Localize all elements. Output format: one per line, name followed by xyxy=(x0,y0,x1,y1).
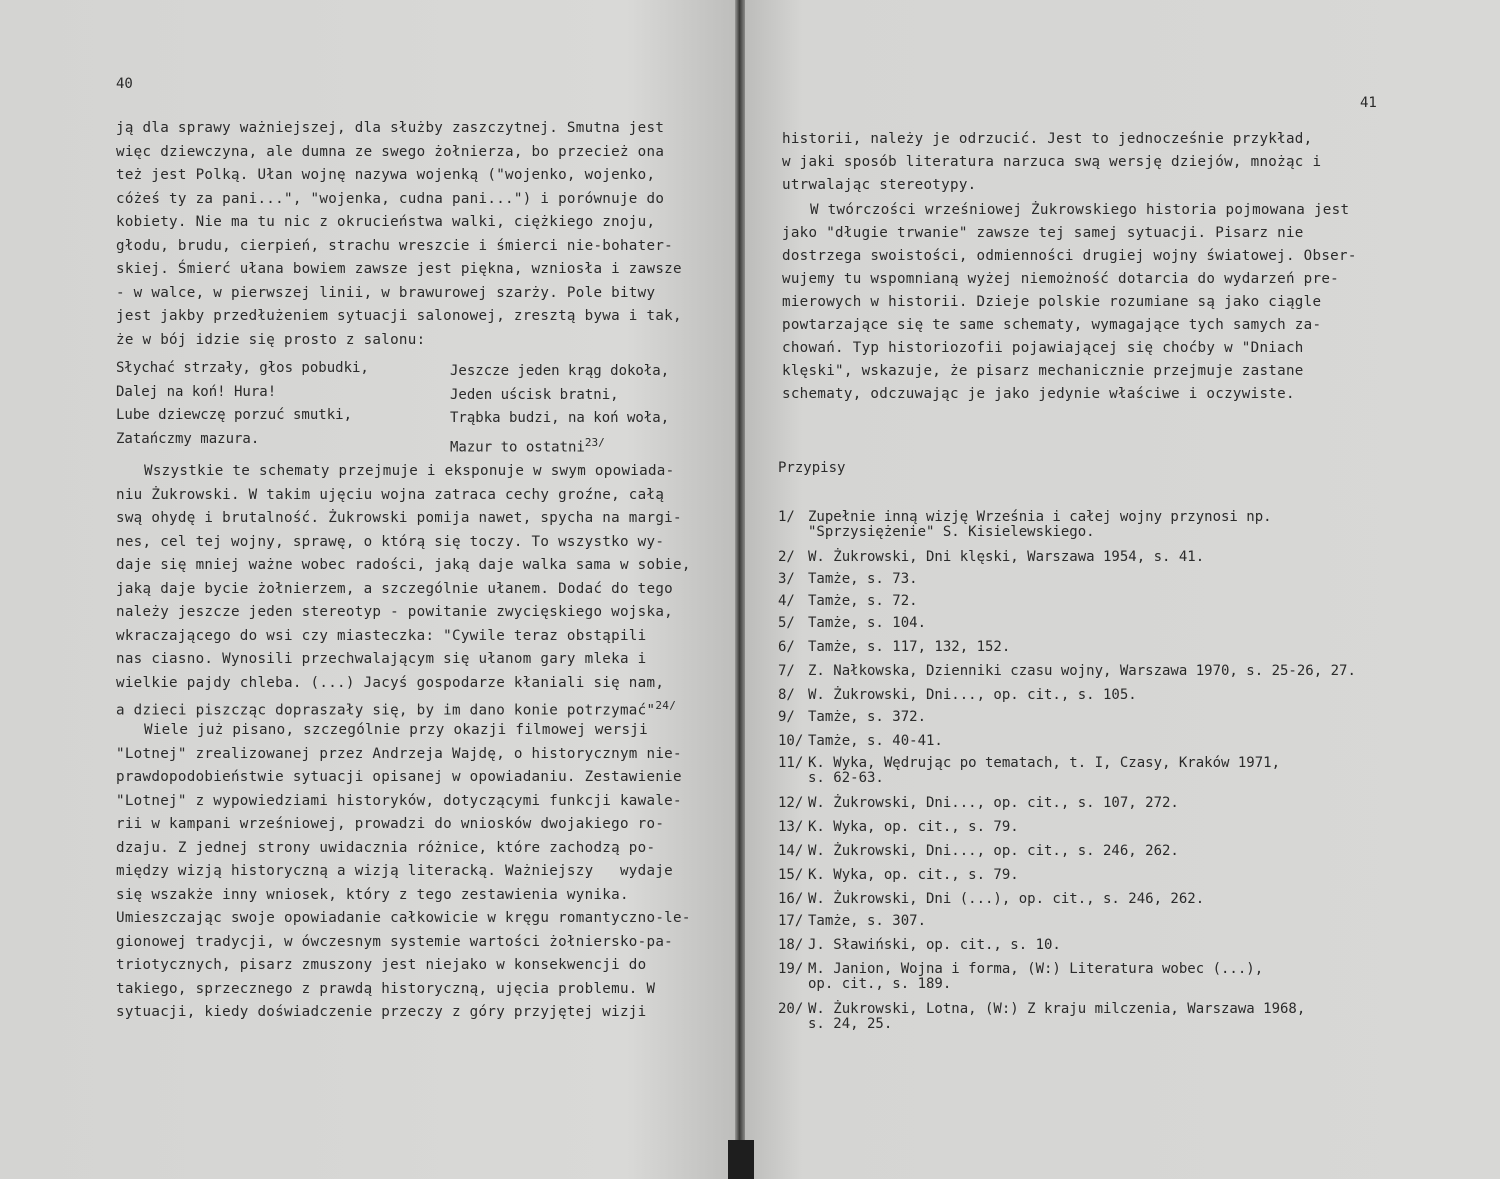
page-number-right: 41 xyxy=(1360,95,1377,111)
footnote-text: J. Sławiński, op. cit., s. 10. xyxy=(808,937,1061,953)
footnote-number: 16/ xyxy=(778,891,804,907)
text-line: między wizją historyczną a wizją literacką. Ważniejszy wydaje xyxy=(116,863,674,879)
footnote-text: Tamże, s. 40-41. xyxy=(808,733,943,749)
footnote-text: Zupełnie inną wizję Września i całej wojny przynosi np. "Sprzysiężenie" S. Kisielewskiego. xyxy=(808,509,1272,540)
footnote-text: Z. Nałkowska, Dzienniki czasu wojny, Warszawa 1970, s. 25-26, 27. xyxy=(808,663,1356,679)
footnote-number: 18/ xyxy=(778,937,804,953)
left-page xyxy=(0,0,738,1179)
footnote-text: K. Wyka, op. cit., s. 79. xyxy=(808,819,1019,835)
footnote-item xyxy=(778,664,1356,679)
text-line: głodu, brudu, cierpień, strachu wreszcie i śmierci nie-bohater- xyxy=(116,237,674,254)
text-line: Wszystkie te schematy przejmuje i eksponuje w swym opowiada- xyxy=(144,463,675,479)
footnote-item xyxy=(778,594,918,609)
text-line: wkraczającego do wsi czy miasteczka: "Cywile teraz obstąpili xyxy=(116,627,647,644)
text-line: nes, cel tej wojny, sprawę, o którą się toczy. To wszystko wy- xyxy=(116,533,665,550)
footnote-item xyxy=(778,796,1179,811)
footnote-text: W. Żukrowski, Dni..., op. cit., s. 107, 272. xyxy=(808,795,1179,811)
text-line: schematy, odczuwając je jako jedynie właściwe i oczywiste. xyxy=(782,386,1295,402)
verse-line: Słychać strzały, głos pobudki, xyxy=(116,360,369,376)
footnote-item xyxy=(778,844,1179,859)
text-line: swą ohydę i brutalność. Żukrowski pomija nawet, spycha na margi- xyxy=(116,510,682,526)
text-line: daje się mniej ważne wobec radości, jaką daje walka sama w sobie, xyxy=(116,557,691,573)
text-line: Umieszczając swoje opowiadanie całkowicie w kręgu romantyczno-le- xyxy=(116,910,691,926)
footnote-number: 5/ xyxy=(778,615,795,631)
text-line: triotycznych, pisarz zmuszony jest niejako w konsekwencji do xyxy=(116,957,647,973)
footnote-number: 14/ xyxy=(778,843,804,859)
footnote-number: 9/ xyxy=(778,709,795,725)
text-line: mierowych w historii. Dzieje polskie rozumiane są jako ciągle xyxy=(782,294,1322,310)
footnote-number: 1/ xyxy=(778,509,795,525)
footnote-item xyxy=(778,510,1272,540)
footnote-item xyxy=(778,572,918,587)
footnote-item xyxy=(778,616,926,631)
footnote-item xyxy=(778,962,1263,992)
verse-line: Lube dziewczę porzuć smutki, xyxy=(116,407,353,423)
footnote-number: 13/ xyxy=(778,819,804,835)
footnote-text: M. Janion, Wojna i forma, (W:) Literatura wobec (...), op. cit., s. 189. xyxy=(808,961,1264,992)
verse-line: Zatańczmy mazura. xyxy=(116,430,260,447)
footnote-item xyxy=(778,710,926,725)
text-line: jako "długie trwanie" zawsze tej samej sytuacji. Pisarz nie xyxy=(782,225,1304,241)
text-line: utrwalając stereotypy. xyxy=(782,177,977,193)
footnote-number: 10/ xyxy=(778,733,804,749)
footnote-mark: 23/ xyxy=(584,435,605,449)
text-line: "Lotnej" z wypowiedziami historyków, dotyczącymi funkcji kawale- xyxy=(116,792,682,809)
text-line: nas ciasno. Wynosili przechwalającym się ułanom gary mleka i xyxy=(116,651,647,667)
verse-line: Dalej na koń! Hura! xyxy=(116,383,277,400)
text-line: Wiele już pisano, szczególnie przy okazji filmowej wersji xyxy=(144,722,648,738)
text-line: gionowej tradycji, w ówczesnym systemie wartości żołniersko-pa- xyxy=(116,933,674,950)
text-line: sytuacji, kiedy doświadczenie przeczy z góry przyjętej wizji xyxy=(116,1004,647,1020)
footnote-item xyxy=(778,820,1019,835)
text-line: cóżeś ty za pani...", "wojenka, cudna pani...") i porównuje do xyxy=(116,190,665,207)
text-line: należy jeszcze jeden stereotyp - powitanie zwycięskiego wojska, xyxy=(116,604,674,620)
text-line: a dzieci piszcząc dopraszały się, by im dano konie potrzymać"$^{24/}$ xyxy=(116,699,677,719)
page-number-left: 40 xyxy=(116,76,133,92)
footnote-text: Tamże, s. 72. xyxy=(808,593,918,609)
text-line: wielkie pajdy chleba. (...) Jacyś gospodarze kłaniali się nam, xyxy=(116,674,665,691)
text-line: dostrzega swoistości, odmienności drugiej wojny światowej. Obser- xyxy=(782,248,1357,264)
footnote-item xyxy=(778,914,926,929)
footnote-text: W. Żukrowski, Dni..., op. cit., s. 105. xyxy=(808,687,1137,703)
footnote-number: 19/ xyxy=(778,961,804,977)
text-line: że w bój idzie się prosto z salonu: xyxy=(116,331,426,348)
text-line: "Lotnej" zrealizowanej przez Andrzeja Wajdę, o historycznym nie- xyxy=(116,745,682,762)
footnote-number: 4/ xyxy=(778,593,795,609)
text-line: W twórczości wrześniowej Żukrowskiego historia pojmowana jest xyxy=(810,202,1350,218)
footnote-number: 17/ xyxy=(778,913,804,929)
footnote-number: 11/ xyxy=(778,755,804,771)
footnote-item xyxy=(778,688,1137,703)
footnotes-heading: Przypisy xyxy=(778,460,846,476)
text-line: się wszakże inny wniosek, który z tego zestawienia wynika. xyxy=(116,886,629,903)
footnote-text: Tamże, s. 104. xyxy=(808,615,927,631)
footnote-item xyxy=(778,892,1204,907)
footnote-item xyxy=(778,756,1280,786)
footnote-text: W. Żukrowski, Dni klęski, Warszawa 1954, s. 41. xyxy=(808,549,1205,565)
text-line: chowań. Typ historiozofii pojawiającej się choćby w "Dniach xyxy=(782,340,1304,356)
binding-shadow xyxy=(728,1140,754,1179)
text-line: takiego, sprzecznego z prawdą historyczną, ujęcia problemu. W xyxy=(116,980,656,997)
footnote-number: 8/ xyxy=(778,687,795,703)
text-line: dzaju. Z jednej strony uwidacznia różnice, które zachodzą po- xyxy=(116,839,656,856)
footnote-text: Tamże, s. 117, 132, 152. xyxy=(808,639,1011,655)
footnote-text: Tamże, s. 372. xyxy=(808,709,927,725)
footnote-text: K. Wyka, Wędrując po tematach, t. I, Czasy, Kraków 1971, s. 62-63. xyxy=(808,755,1281,786)
footnote-text: Tamże, s. 307. xyxy=(808,913,927,929)
text-line: ją dla sprawy ważniejszej, dla służby zaszczytnej. Smutna jest xyxy=(116,120,665,136)
footnote-number: 15/ xyxy=(778,867,804,883)
text-line: skiej. Śmierć ułana bowiem zawsze jest piękna, wzniosła i zawsze xyxy=(116,261,682,277)
text-line: kobiety. Nie ma tu nic z okrucieństwa walki, ciężkiego znoju, xyxy=(116,214,656,230)
verse-line: Jeden uścisk bratni, xyxy=(450,386,619,403)
text-line: rii w kampani wrześniowej, prowadzi do wniosków dwojakiego ro- xyxy=(116,816,665,832)
footnote-item xyxy=(778,550,1204,565)
footnote-item xyxy=(778,734,943,749)
text-line: też jest Polką. Ułan wojnę nazywa wojenką ("wojenko, wojenko, xyxy=(116,167,656,183)
footnote-text: K. Wyka, op. cit., s. 79. xyxy=(808,867,1019,883)
verse-line: Trąbka budzi, na koń woła, xyxy=(450,410,670,426)
verse-line: Jeszcze jeden krąg dokoła, xyxy=(450,363,670,379)
book-gutter xyxy=(735,0,745,1179)
right-page xyxy=(742,0,1500,1179)
footnote-item xyxy=(778,938,1061,953)
footnote-number: 6/ xyxy=(778,639,795,655)
text-line: w jaki sposób literatura narzuca swą wersję dziejów, mnożąc i xyxy=(782,154,1322,170)
footnote-number: 3/ xyxy=(778,571,795,587)
text-line: historii, należy je odrzucić. Jest to jednocześnie przykład, xyxy=(782,131,1313,147)
footnote-text: Tamże, s. 73. xyxy=(808,571,918,587)
footnote-number: 2/ xyxy=(778,549,795,565)
text-line: jest jakby przedłużeniem sytuacji salonowej, zresztą bywa i tak, xyxy=(116,308,682,324)
footnote-item xyxy=(778,868,1019,883)
text-line: powtarzające się te same schematy, wymagające tych samych za- xyxy=(782,317,1322,333)
footnote-item xyxy=(778,1002,1305,1032)
footnote-item xyxy=(778,640,1010,655)
text-line: więc dziewczyna, ale dumna ze swego żołnierza, bo przecież ona xyxy=(116,143,665,160)
text-line: jaką daje bycie żołnierzem, a szczególnie ułanem. Dodać do tego xyxy=(116,580,674,597)
text-line: niu Żukrowski. W takim ujęciu wojna zatraca cechy groźne, całą xyxy=(116,486,665,503)
text-line: - w walce, w pierwszej linii, w brawurowej szarży. Pole bitwy xyxy=(116,284,656,301)
footnote-text: W. Żukrowski, Lotna, (W:) Z kraju milczenia, Warszawa 1968, s. 24, 25. xyxy=(808,1001,1306,1032)
footnote-number: 7/ xyxy=(778,663,795,679)
footnote-number: 12/ xyxy=(778,795,804,811)
text-line: prawdopodobieństwie sytuacji opisanej w opowiadaniu. Zestawienie xyxy=(116,769,682,785)
footnote-text: W. Żukrowski, Dni..., op. cit., s. 246, 262. xyxy=(808,843,1179,859)
text-line: klęski", wskazuje, że pisarz mechanicznie przejmuje zastane xyxy=(782,363,1304,379)
verse-line: Mazur to ostatni$^{23/}$ xyxy=(450,435,605,456)
footnote-mark: 24/ xyxy=(655,699,677,712)
text-line: wujemy tu wspomnianą wyżej niemożność dotarcia do wydarzeń pre- xyxy=(782,271,1340,287)
footnote-number: 20/ xyxy=(778,1001,804,1017)
footnote-text: W. Żukrowski, Dni (...), op. cit., s. 246, 262. xyxy=(808,891,1205,907)
